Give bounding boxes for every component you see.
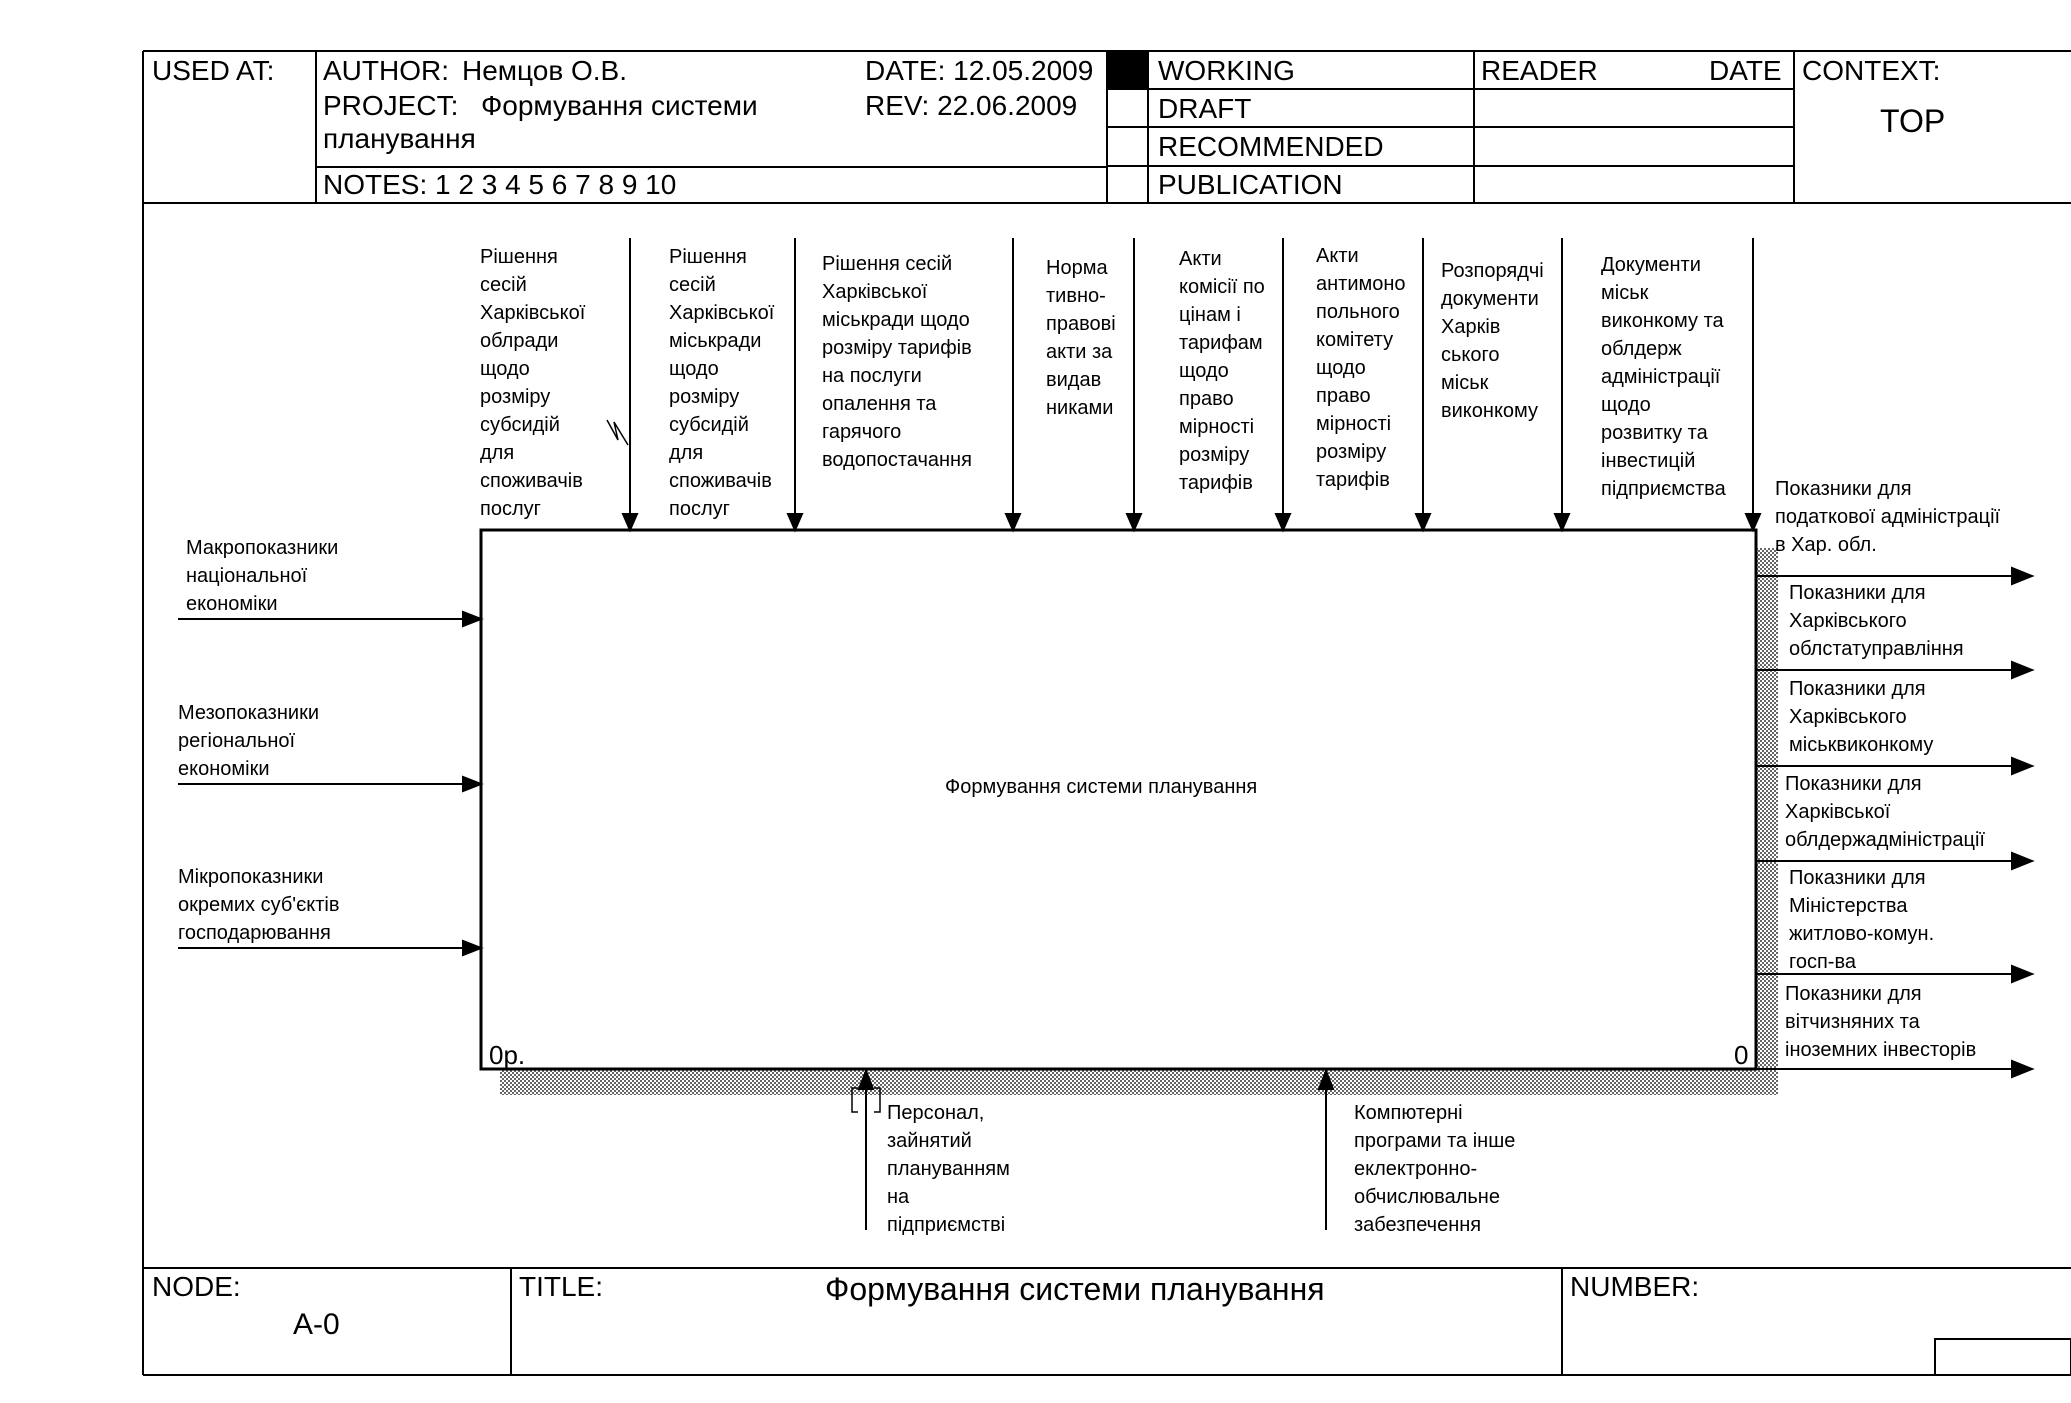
context-value: TOP	[1880, 103, 1946, 139]
control-label-7: Розпорядчі документи Харків ського міськ виконкому	[1441, 260, 1544, 422]
used-at-label: USED AT:	[152, 55, 275, 86]
output-label-3: Показники для Харківського міськвиконкому	[1789, 678, 1934, 756]
activity-title: Формування системи планування	[945, 776, 1258, 798]
mechanism-label-1: Персонал, зайнятий плануванням на підприємстві	[887, 1102, 1010, 1236]
project-line-2: планування	[323, 123, 476, 154]
rev-field: REV: 22.06.2009	[865, 90, 1078, 121]
status-working: WORKING	[1158, 55, 1295, 86]
output-label-5: Показники для Міністерства житлово-комун. госп-ва	[1789, 867, 1935, 973]
date-field: DATE: 12.05.2009	[865, 55, 1094, 86]
mechanism-label-2: Компютерні програми та інше еклектронно- обчислювальне забезпечення	[1354, 1102, 1516, 1236]
control-label-3: Рішення сесій Харківської міськради щодо розміру тарифів на послуги опалення та гарячого водопостачання	[822, 253, 972, 471]
author-label: AUTHOR:	[323, 55, 449, 86]
input-label-2: Мезопоказники регіональної економіки	[178, 702, 319, 780]
activity-box-shadow-bottom	[500, 1069, 1777, 1095]
author-value: Немцов О.В.	[462, 55, 628, 86]
activity-box-shadow-right	[1756, 548, 1778, 1095]
control-label-4: Норма тивно- правові акти за видав никами	[1046, 257, 1116, 419]
output-label-2: Показники для Харківського облстатуправління	[1789, 582, 1964, 660]
control-label-6: Акти антимоно польного комітету щодо право мірності розміру тарифів	[1316, 245, 1406, 491]
input-label-3: Мікропоказники окремих суб'єктів господарювання	[178, 866, 340, 944]
status-publication: PUBLICATION	[1158, 169, 1343, 200]
status-draft: DRAFT	[1158, 93, 1252, 124]
working-status-marker	[1107, 52, 1147, 88]
title-value: Формування системи планування	[825, 1271, 1325, 1307]
reader-label: READER	[1481, 55, 1598, 86]
squiggle-icon	[607, 420, 628, 445]
reader-date-label: DATE	[1709, 55, 1782, 86]
project-label: PROJECT:	[323, 90, 459, 121]
control-label-1: Рішення сесій Харківської облради щодо розміру субсидій для споживачів послуг	[480, 246, 586, 520]
node-value: A-0	[293, 1308, 340, 1341]
control-label-2: Рішення сесій Харківської міськради щодо розміру субсидій для споживачів послуг	[669, 246, 775, 520]
activity-cost: 0р.	[489, 1040, 526, 1070]
output-label-6: Показники для вітчизняних та іноземних інвесторів	[1785, 983, 1977, 1061]
node-label: NODE:	[152, 1271, 241, 1302]
control-label-8: Документи міськ виконкому та облдерж адміністрації щодо розвитку та інвестицій підприємства	[1601, 254, 1726, 500]
title-label: TITLE:	[519, 1271, 604, 1302]
status-recommended: RECOMMENDED	[1158, 131, 1384, 162]
context-label: CONTEXT:	[1802, 55, 1941, 86]
input-label-1: Макропоказники національної економіки	[186, 537, 339, 615]
activity-number: 0	[1734, 1040, 1749, 1070]
control-label-5: Акти комісії по цінам і тарифам щодо право мірності розміру тарифів	[1179, 248, 1265, 494]
output-label-4: Показники для Харківської облдержадміністрації	[1785, 773, 1985, 851]
number-label: NUMBER:	[1570, 1271, 1700, 1302]
output-label-1: Показники для податкової адміністрації в Хар. обл.	[1775, 478, 2001, 556]
notes-list: NOTES: 1 2 3 4 5 6 7 8 9 10	[323, 169, 677, 200]
project-line-1: Формування системи	[481, 90, 758, 121]
